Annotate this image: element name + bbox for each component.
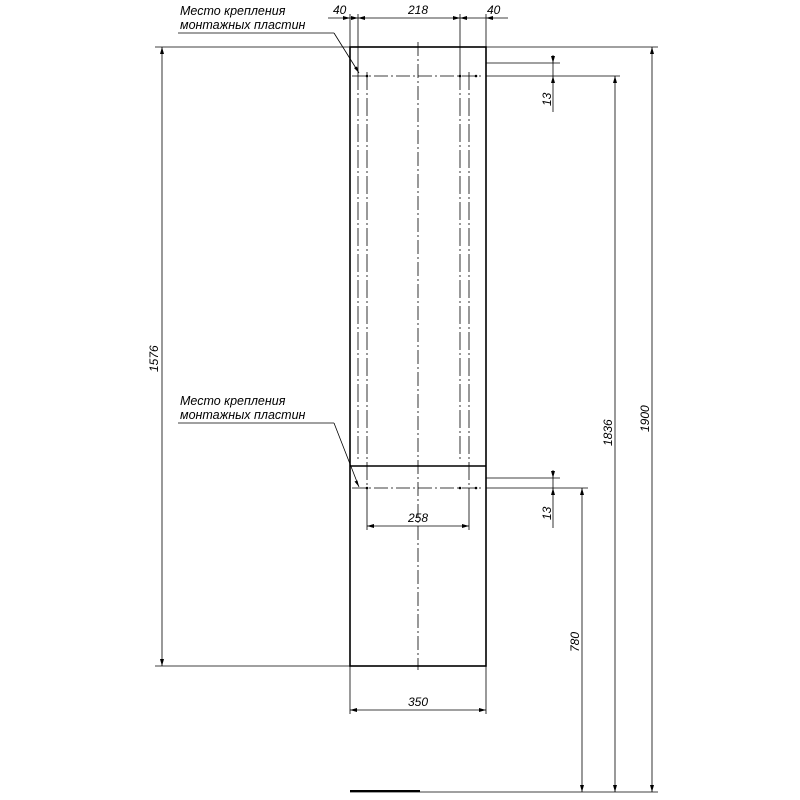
dim-lower-span: 258	[408, 511, 429, 525]
dim-lower-plate-height: 780	[568, 631, 582, 652]
hidden-lines	[358, 72, 469, 490]
dimension-lower-gap	[486, 470, 588, 528]
dim-top-span: 218	[408, 3, 429, 17]
dim-top-right-offset: 40	[487, 3, 501, 17]
upper-note-leader	[178, 33, 359, 73]
upper-note-line1: Место крепления	[180, 4, 286, 18]
dim-overall-width: 350	[408, 695, 429, 709]
dim-top-plate-height: 1836	[601, 419, 615, 446]
dim-lower-gap: 13	[540, 506, 554, 520]
dim-top-left-offset: 40	[333, 3, 347, 17]
dim-upper-gap: 13	[540, 92, 554, 106]
dim-left-height: 1576	[147, 345, 161, 372]
dim-total-height: 1900	[638, 405, 652, 432]
dimension-left-height	[155, 47, 350, 666]
lower-note-leader	[178, 423, 359, 487]
lower-note-line1: Место крепления	[180, 394, 286, 408]
dimension-total-height	[486, 47, 658, 792]
upper-note-line2: монтажных пластин	[180, 18, 306, 32]
lower-note-line2: монтажных пластин	[180, 408, 306, 422]
